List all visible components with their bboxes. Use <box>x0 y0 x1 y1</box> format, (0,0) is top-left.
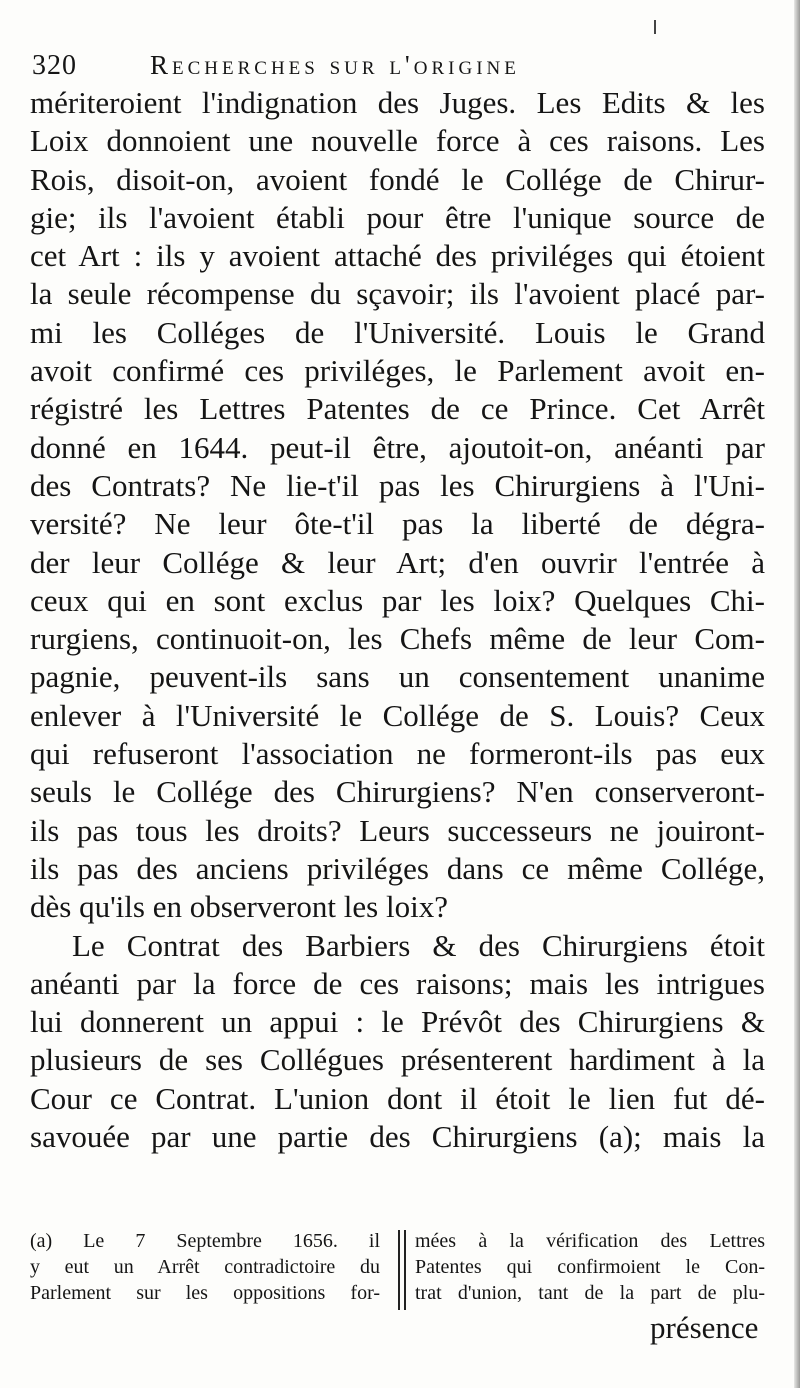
page-edge-shadow <box>794 0 800 1388</box>
footnote-line: mées à la vérification des Lettres <box>415 1230 765 1252</box>
text-line: der leur Collége & leur Art; d'en ouvrir l'entrée à <box>30 544 765 580</box>
text-line: plusieurs de ses Collégues présenterent hardiment à la <box>30 1042 765 1078</box>
text-line: rurgiens, continuoit-on, les Chefs même de leur Com- <box>30 621 765 657</box>
text-line: pagnie, peuvent-ils sans un consentement unanime <box>30 659 765 695</box>
text-line: gie; ils l'avoient établi pour être l'unique source de <box>30 199 765 235</box>
text-line: la seule récompense du sçavoir; ils l'avoient placé par- <box>30 276 765 312</box>
footnote-line: trat d'union, tant de la part de plu- <box>415 1282 765 1304</box>
footnote-line: Parlement sur les oppositions for- <box>30 1282 380 1304</box>
text-line: ils pas tous les droits? Leurs successeurs ne jouiront- <box>30 812 765 848</box>
footnote-column-rule <box>398 1230 406 1310</box>
text-line: enlever à l'Université le Collége de S. Louis? Ceux <box>30 697 765 733</box>
text-line: Cour ce Contrat. L'union dont il étoit le lien fut dé- <box>30 1080 765 1116</box>
text-line: lui donnerent un appui : le Prévôt des Chirurgiens & <box>30 1004 765 1040</box>
catchword: présence <box>650 1310 759 1345</box>
text-line: avoit confirmé ces priviléges, le Parlement avoit en- <box>30 353 765 389</box>
footnote-line: y eut un Arrêt contradictoire du <box>30 1256 380 1278</box>
footnote-right-column <box>415 1228 765 1306</box>
printer-mark <box>654 20 656 34</box>
footnote-line: (a) Le 7 Septembre 1656. il <box>30 1230 380 1252</box>
footnote-line: Patentes qui confirmoient le Con- <box>415 1256 765 1278</box>
text-line: des Contrats? Ne lie-t'il pas les Chirurgiens à l'Uni- <box>30 467 765 503</box>
text-line: anéanti par la force de ces raisons; mais les intrigues <box>30 965 765 1001</box>
text-line: versité? Ne leur ôte-t'il pas la liberté de dégra- <box>30 506 765 542</box>
text-line: mi les Colléges de l'Université. Louis le Grand <box>30 314 765 350</box>
body-text <box>30 84 765 1156</box>
paragraph-start-line: Le Contrat des Barbiers & des Chirurgiens étoit <box>72 927 765 963</box>
footnotes <box>30 1228 765 1308</box>
text-line: ceux qui en sont exclus par les loix? Quelques Chi- <box>30 582 765 618</box>
text-line: donné en 1644. peut-il être, ajoutoit-on, anéanti par <box>30 429 765 465</box>
text-line: Loix donnoient une nouvelle force à ces raisons. Les <box>30 123 765 159</box>
text-line: dès qu'ils en observeront les loix? <box>30 889 448 925</box>
text-line: seuls le Collége des Chirurgiens? N'en conserveront- <box>30 774 765 810</box>
text-line: régistré les Lettres Patentes de ce Prince. Cet Arrêt <box>30 391 765 427</box>
text-line: savouée par une partie des Chirurgiens (a); mais la <box>30 1119 765 1155</box>
text-line: Rois, disoit-on, avoient fondé le Collége de Chirur- <box>30 161 765 197</box>
running-head: Recherches sur l'origine <box>150 50 520 80</box>
text-line: cet Art : ils y avoient attaché des priviléges qui étoient <box>30 238 765 274</box>
footnote-left-column <box>30 1228 380 1306</box>
text-line: qui refuseront l'association ne formeront-ils pas eux <box>30 736 765 772</box>
text-line: mériteroient l'indignation des Juges. Les Edits & les <box>30 85 765 120</box>
page-number: 320 <box>32 50 77 81</box>
text-line: ils pas des anciens priviléges dans ce même Collége, <box>30 850 765 886</box>
